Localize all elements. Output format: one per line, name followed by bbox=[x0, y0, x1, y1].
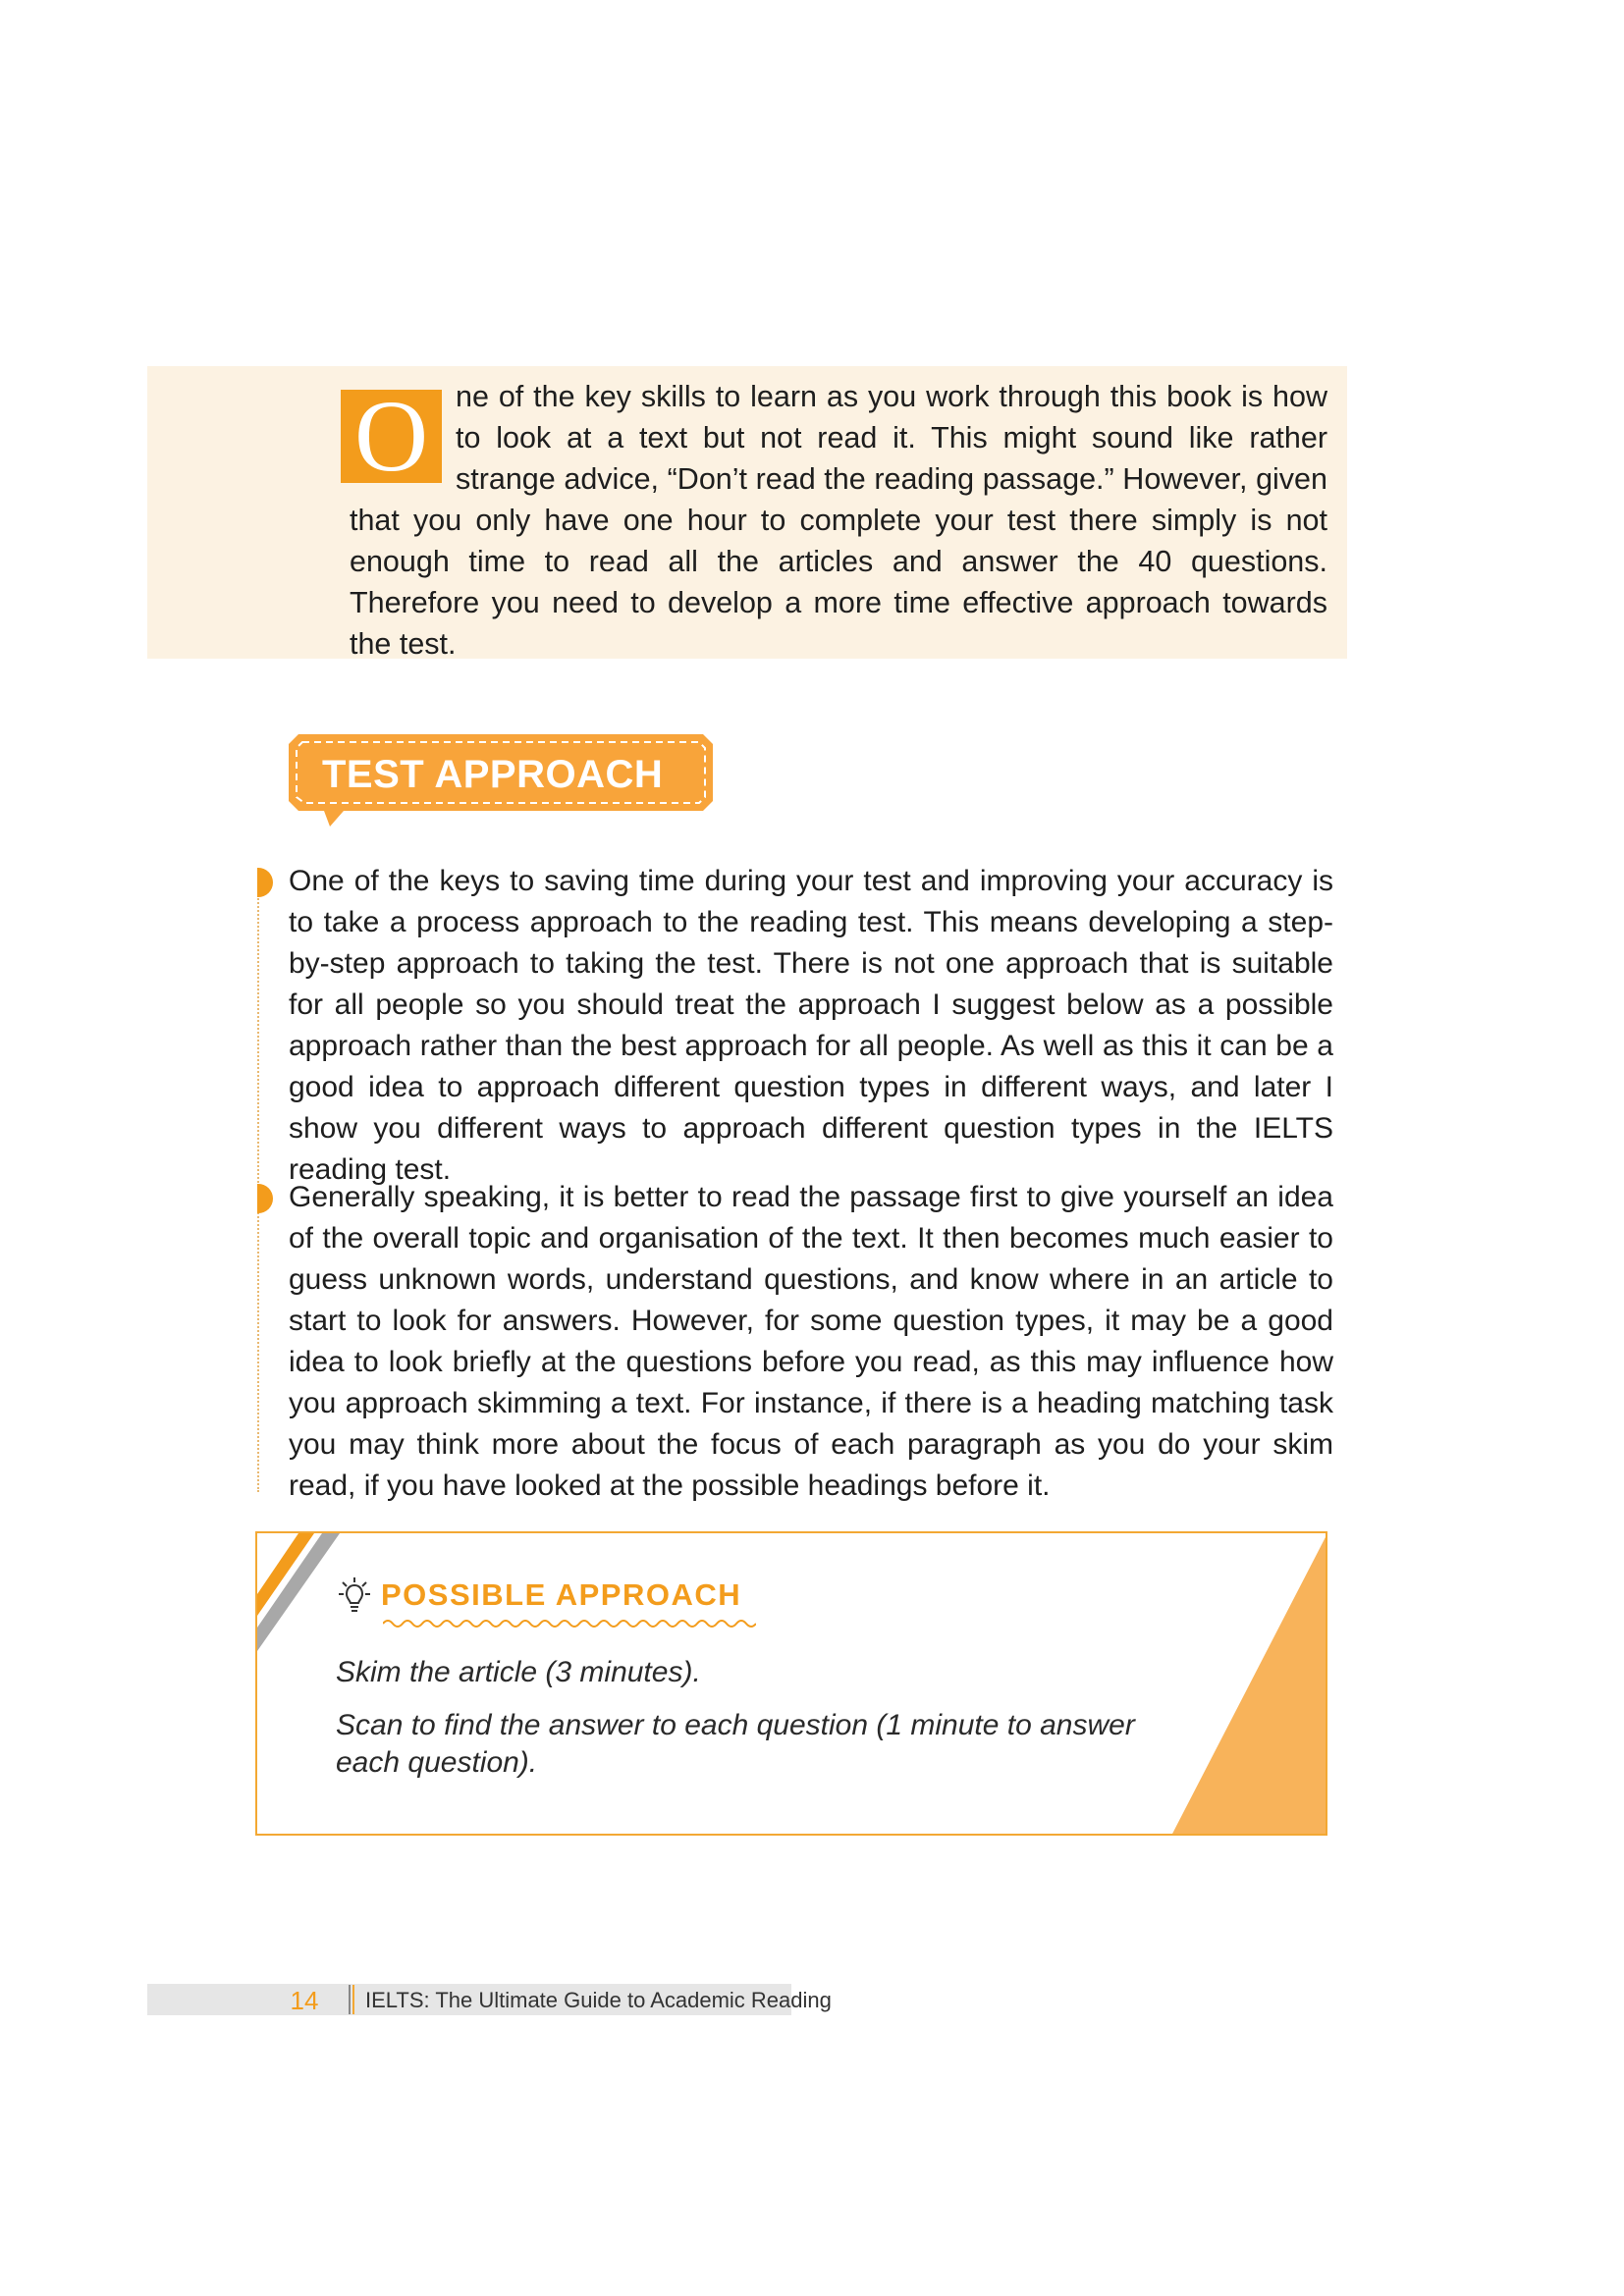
possible-approach-box bbox=[255, 1531, 1327, 1836]
lightbulb-icon bbox=[338, 1575, 371, 1615]
bullet-marker bbox=[257, 1184, 273, 1213]
section-title: TEST APPROACH bbox=[322, 753, 664, 796]
approach-heading bbox=[338, 1571, 741, 1620]
page-number: 14 bbox=[290, 1986, 319, 2015]
section-label-banner bbox=[285, 728, 717, 836]
approach-step: Scan to find the answer to each question (1 minute to answer each question). bbox=[336, 1709, 1135, 1779]
approach-title: POSSIBLE APPROACH bbox=[381, 1577, 742, 1612]
intro-text: ne of the key skills to learn as you work through this book is how to look at a text but not read it. This might sound like rather strange advice, “Don’t read the reading passage.” However, given that you only have one hour to complete your test there simply is not enough time to read all the articles and answer the 40 questions. Therefore you need to develop a more time effective approach towards the test. bbox=[350, 380, 1327, 661]
drop-cap: O bbox=[341, 390, 442, 483]
approach-step: Skim the article (3 minutes). bbox=[336, 1656, 701, 1688]
intro-paragraph bbox=[350, 376, 1327, 665]
wavy-underline bbox=[383, 1618, 756, 1629]
body-paragraph: Generally speaking, it is better to read the passage first to give yourself an idea of the overall topic and organisation of the text. It then becomes much easier to guess unknown words, understand questions, and know where in an article to start to look for answers. However, for some question types, it may be a good idea to look briefly at the questions before you read, as this may influence how you approach skimming a text. For instance, if there is a heading matching task you may think more about the focus of each paragraph as you do your skim read, if you have looked at the possible headings before it. bbox=[289, 1181, 1333, 1502]
footer-divider bbox=[349, 1985, 354, 2014]
body-paragraph: One of the keys to saving time during your test and improving your accuracy is to take a process approach to the reading test. This means developing a step-by-step approach to taking the test. There is not one approach that is suitable for all people so you should treat the approach I suggest below as a possible approach rather than the best approach for all people. As well as this it can be a good idea to approach different question types in different ways, and later I show you different ways to approach different question types in the IELTS reading test. bbox=[289, 865, 1333, 1186]
bullet-marker bbox=[257, 868, 273, 897]
footer-book-title: IELTS: The Ultimate Guide to Academic Reading bbox=[365, 1988, 832, 2012]
